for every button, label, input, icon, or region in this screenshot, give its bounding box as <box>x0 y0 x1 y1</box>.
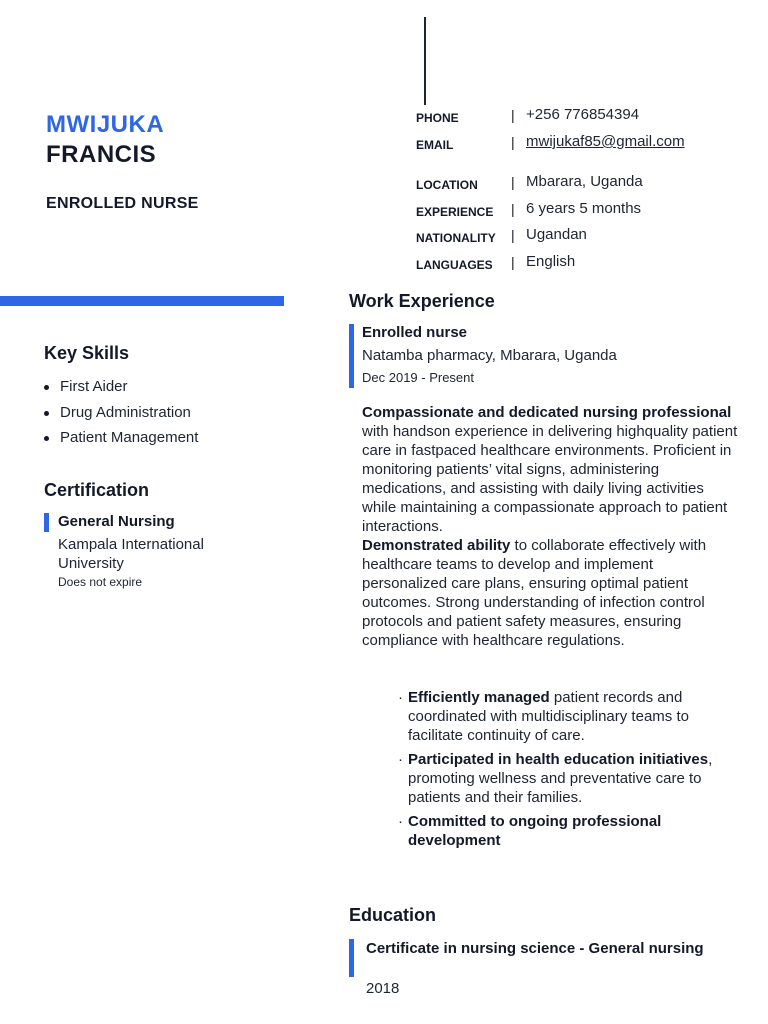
contact-row-location <box>416 174 736 201</box>
desc-p2-text: to collaborate effectively with healthcare teams to develop and implement personalized care plans, ensuring optimal patient outcomes. Strong understanding of infection control protocols and patient safety measures, ensuring compliance with healthcare regulations. <box>362 537 707 649</box>
education-title: Certificate in nursing science - General nursing <box>366 940 704 957</box>
desc-p1-text: with handson experience in delivering highquality patient care in fastpaced healthcare environments. Proficient in monitoring patients’ vital signs, administering medications, and assisting with daily living activities while maintaining a compassionate approach to patient interactions. <box>362 423 738 535</box>
location-value: Mbarara, Uganda <box>526 173 643 190</box>
contact-row-experience <box>416 201 736 227</box>
job-company: Natamba pharmacy, Mbarara, Uganda <box>362 347 617 364</box>
job-role: Enrolled nurse <box>362 324 468 341</box>
experience-label: EXPERIENCE <box>416 205 494 219</box>
list-item <box>398 812 743 850</box>
top-divider-line <box>424 17 426 105</box>
separator: | <box>511 174 515 190</box>
job-bullets <box>398 688 743 855</box>
education-accent-bar <box>349 939 354 977</box>
bullet-bold: Participated in health education initiatives <box>408 751 709 768</box>
certification-org: Kampala International University <box>58 536 204 572</box>
desc-p1-bold: Compassionate and dedicated nursing professional <box>362 404 732 421</box>
certification-name: General Nursing <box>58 513 175 530</box>
last-name: FRANCIS <box>46 141 157 168</box>
phone-value: +256 776854394 <box>526 106 640 123</box>
bullet-icon <box>44 385 49 390</box>
contact-details <box>416 107 736 280</box>
education-year: 2018 <box>366 980 400 997</box>
separator: | <box>511 107 515 123</box>
list-item <box>398 688 743 745</box>
certification-accent-bar <box>44 513 49 532</box>
bullet-text: , promoting wellness and preventative care to patients and their families. <box>408 751 713 806</box>
skill-label: Patient Management <box>60 429 199 446</box>
bullet-icon <box>44 436 49 441</box>
list-item <box>44 377 198 403</box>
work-accent-bar <box>349 324 354 388</box>
desc-p2-bold: Demonstrated ability <box>362 537 511 554</box>
separator: | <box>511 254 515 270</box>
bullet-bold: Efficiently managed <box>408 689 550 706</box>
accent-bar <box>0 296 284 306</box>
separator: | <box>511 227 515 243</box>
education-heading: Education <box>349 905 437 925</box>
contact-row-languages <box>416 254 736 280</box>
bullet-bold: Committed to ongoing professional development <box>408 813 662 849</box>
job-title: ENROLLED NURSE <box>46 195 199 212</box>
work-experience-heading: Work Experience <box>349 291 495 311</box>
skill-label: Drug Administration <box>60 403 191 421</box>
list-item <box>44 428 198 454</box>
bullet-icon: · <box>398 813 403 830</box>
separator: | <box>511 201 515 217</box>
contact-row-email <box>416 134 736 174</box>
experience-value: 6 years 5 months <box>526 200 642 217</box>
job-description <box>362 403 742 650</box>
list-item <box>398 750 743 807</box>
email-label: EMAIL <box>416 138 454 152</box>
bullet-icon <box>44 411 49 416</box>
bullet-text: patient records and coordinated with multidisciplinary teams to facilitate continuity of care. <box>408 689 689 744</box>
first-name: MWIJUKA <box>46 111 165 138</box>
separator: | <box>511 134 515 150</box>
bullet-icon: · <box>398 751 403 768</box>
email-link[interactable]: mwijukaf85@gmail.com <box>526 133 685 150</box>
skills-heading: Key Skills <box>44 343 130 363</box>
phone-label: PHONE <box>416 111 459 125</box>
nationality-value: Ugandan <box>526 226 587 243</box>
bullet-icon: · <box>398 689 403 706</box>
languages-value: English <box>526 253 576 270</box>
skills-list <box>44 377 198 454</box>
contact-row-nationality <box>416 227 736 254</box>
list-item <box>44 403 198 429</box>
location-label: LOCATION <box>416 178 478 192</box>
nationality-label: NATIONALITY <box>416 231 496 245</box>
languages-label: LANGUAGES <box>416 258 493 272</box>
certification-expiry: Does not expire <box>58 575 143 589</box>
contact-row-phone <box>416 107 736 134</box>
job-dates: Dec 2019 - Present <box>362 370 475 385</box>
skill-label: First Aider <box>60 378 128 395</box>
certification-heading: Certification <box>44 480 150 500</box>
